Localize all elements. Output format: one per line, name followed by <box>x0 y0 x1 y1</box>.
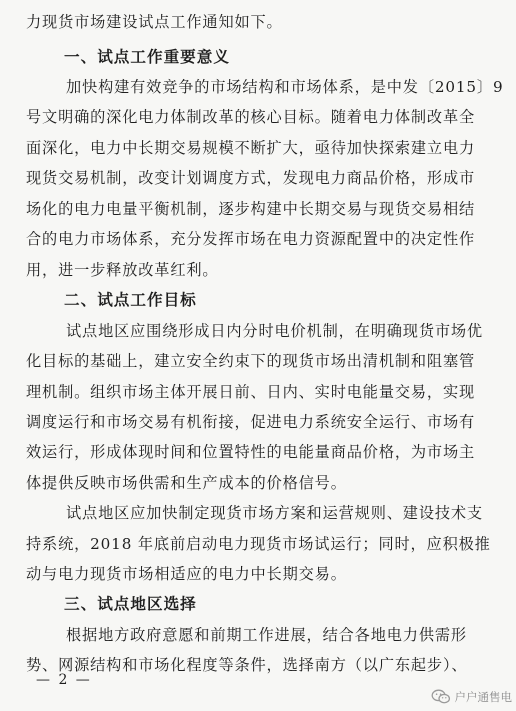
text-line: 现货交易机制，改变计划调度方式，发现电力商品价格，形成市 <box>26 169 476 187</box>
text-line: 试点地区应围绕形成日内分时电价机制，在明确现货市场优 <box>66 322 483 340</box>
text-line: 调度运行和市场交易有机衔接，促进电力系统安全运行、市场有 <box>26 413 476 431</box>
section-heading-3: 三、试点地区选择 <box>64 595 197 613</box>
text-line: 力现货市场建设试点工作通知如下。 <box>26 13 283 31</box>
text-line: 势、网源结构和市场化程度等条件，选择南方（以广东起步）、 <box>26 656 468 674</box>
text-line: 理机制。组织市场主体开展日前、日内、实时电能量交易，实现 <box>26 383 476 401</box>
text-line: 合的电力市场体系，充分发挥市场在电力资源配置中的决定性作 <box>26 230 476 248</box>
wechat-icon <box>431 689 451 705</box>
section-heading-1: 一、试点工作重要意义 <box>64 48 230 66</box>
text-line: 化目标的基础上，建立安全约束下的现货市场出清机制和阻塞管 <box>26 352 476 370</box>
text-line: 用，进一步释放改革红利。 <box>26 261 219 279</box>
watermark-text: 户户通售电 <box>454 690 512 704</box>
text-line: 效运行，形成体现时间和位置特性的电能量商品价格，为市场主 <box>26 443 476 461</box>
text-line: 持系统，2018 年底前启动电力现货市场试运行；同时，应积极推 <box>26 535 491 553</box>
watermark <box>431 689 513 705</box>
text-line: 试点地区应加快制定现货市场方案和运营规则、建设技术支 <box>66 504 483 522</box>
text-line: 根据地方政府意愿和前期工作进展，结合各地电力供需形 <box>66 626 467 644</box>
text-line: 场化的电力电量平衡机制，逐步构建中长期交易与现货交易相结 <box>26 200 476 218</box>
section-heading-2: 二、试点工作目标 <box>64 291 197 309</box>
text-line: 面深化，电力中长期交易规模不断扩大，亟待加快探索建立电力 <box>26 139 476 157</box>
text-line: 号文明确的深化电力体制改革的核心目标。随着电力体制改革全 <box>26 108 476 126</box>
text-line: 加快构建有效竞争的市场结构和市场体系，是中发〔2015〕9 <box>66 78 504 96</box>
text-line: 动与电力现货市场相适应的电力中长期交易。 <box>26 565 347 583</box>
text-line: 体提供反映市场供需和生产成本的价格信号。 <box>26 474 347 492</box>
page-number: — 2 — <box>36 672 92 688</box>
